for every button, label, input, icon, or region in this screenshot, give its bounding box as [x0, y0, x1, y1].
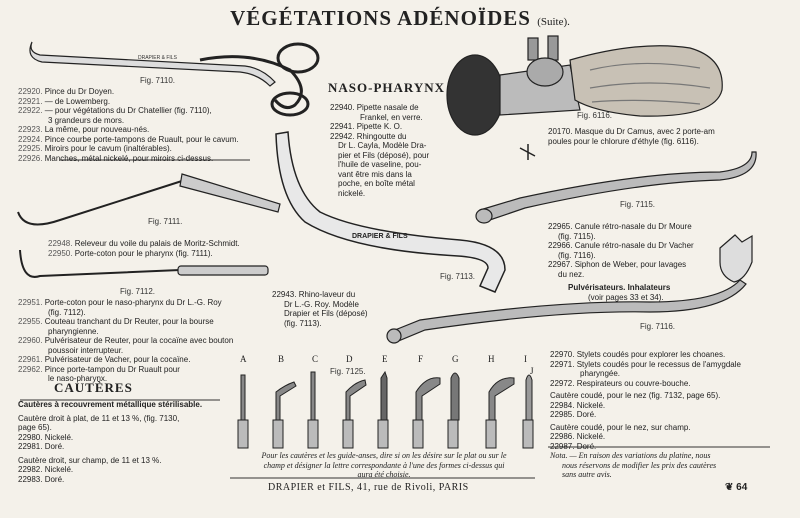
list-item: 22924. Pince courbe porte-tampons de Ruault, pour le cavum. — [18, 134, 239, 144]
list-item: 22943. Rhino-laveur du — [272, 290, 356, 299]
left-list — [18, 87, 239, 163]
list-item: (voir pages 33 et 34). — [588, 292, 664, 302]
nota — [550, 451, 765, 480]
list-item: Dr L. Cayla, Modèle Dra- — [338, 141, 427, 150]
fig-label: Fig. 7112. — [120, 287, 155, 296]
list-item: 22970. Stylets coudés pour explorer les choanes. — [550, 350, 726, 359]
list-item: 22980. Nickelé. — [18, 432, 74, 442]
ornament-icon: ❦ — [725, 482, 737, 493]
list-item: 22955. Couteau tranchant du Dr Reuter, pour la bourse — [18, 317, 214, 326]
list-item: 22950. Porte-coton pour le pharynx (fig. 7111). — [48, 248, 213, 258]
list-item: 22972. Respirateurs ou couvre-bouche. — [550, 378, 691, 388]
list-item: pier et Fils (déposé), pour — [338, 150, 430, 160]
naso-list — [330, 103, 429, 198]
list-item: 22965. Canule rétro-nasale du Dr Moure — [548, 222, 692, 231]
caption-line: aura été choisie. — [357, 470, 411, 479]
letter-label: F — [418, 354, 424, 364]
list-item: 22987. Doré. — [550, 441, 597, 451]
letter-label: D — [346, 354, 353, 364]
letter-label: G — [452, 354, 459, 364]
list-item: 22981. Doré. — [18, 442, 65, 451]
note-line: Nota. — En raison des variations du platine, nous — [550, 451, 711, 460]
fig-label: Fig. 7110. — [140, 76, 175, 85]
list-item: le naso-pharynx. — [48, 374, 108, 383]
fig-label: Fig. 7111. — [148, 217, 183, 226]
list-item: pharyngée. — [580, 369, 621, 378]
list-item: 22967. Siphon de Weber, pour lavages — [548, 260, 687, 269]
list-item: 22986. Nickelé. — [550, 432, 606, 441]
list-item: Cautère droit à plat, de 11 et 13 %, (fig. 7130, — [18, 413, 180, 423]
masque-text — [548, 127, 715, 146]
low-list — [18, 298, 233, 384]
tube-label: DRAPIER & FILS — [352, 233, 408, 240]
letter-label: H — [488, 354, 495, 364]
fig-label: Fig. 7125. — [330, 367, 366, 376]
section-heading: NASO-PHARYNX — [328, 80, 445, 95]
list-item: nickelé. — [338, 188, 366, 198]
list-item: 22920. Pince du Dr Doyen. — [18, 87, 115, 96]
letter-label: A — [240, 354, 247, 364]
list-item: 22982. Nickelé. — [18, 465, 74, 474]
letter-label: J — [530, 366, 534, 376]
rhino-list — [272, 290, 368, 328]
letter-label: B — [278, 354, 285, 364]
list-item: Cautère coudé, pour le nez, sur champ. — [550, 422, 691, 432]
cautere-tips-illustration — [238, 372, 533, 448]
list-item: (fig. 7116). — [558, 250, 596, 260]
list-item: Pulvérisateurs. Inhalateurs — [568, 283, 671, 292]
list-item: 22966. Canule rétro-nasale du Dr Vacher — [548, 241, 694, 250]
list-item: Drapier et Fils (déposé) — [284, 309, 368, 318]
list-item: 22984. Nickelé. — [550, 400, 606, 410]
list-item: 3 grandeurs de mors. — [48, 115, 125, 125]
list-item: 22926. Manches, métal nickelé, pour miroirs ci-dessus. — [18, 153, 214, 163]
list-item: 22925. Miroirs pour le cavum (inaltérables). — [18, 144, 172, 153]
stylets-list — [550, 350, 741, 451]
page-title: VÉGÉTATIONS ADÉNOÏDES (Suite). — [230, 6, 570, 30]
list-item: poussoir interrupteur. — [48, 345, 124, 355]
list-item: 22962. Pince porte-tampon du Dr Ruault pour — [18, 364, 180, 374]
list-item: 22985. Doré. — [550, 410, 597, 419]
letter-label: I — [524, 354, 527, 364]
list-item: pharyngienne. — [48, 326, 99, 336]
list-item: (fig. 7113). — [284, 318, 322, 328]
list-item: poules pour le chlorure d'éthyle (fig. 6116). — [548, 136, 699, 146]
list-item: Cautère coudé, pour le nez (fig. 7132, page 65). — [550, 391, 721, 400]
letter-label: C — [312, 354, 319, 364]
list-item: (fig. 7115). — [558, 231, 596, 241]
note-line: sans autre avis. — [562, 470, 612, 479]
list-item: 20170. Masque du Dr Camus, avec 2 porte-am — [548, 127, 715, 136]
fig-label: Fig. 7113. — [440, 272, 475, 281]
list-item: 22951. Porte-coton pour le naso-pharynx du Dr L.-G. Roy — [18, 298, 222, 307]
list-item: 22921. — de Lowemberg. — [18, 96, 111, 106]
fig-label: Fig. 7115. — [620, 200, 655, 209]
list-item: 22971. Stylets coudés pour le recessus de l'amygdale — [550, 359, 741, 369]
list-item: Cautères à recouvrement métallique stérilisable. — [18, 400, 203, 409]
list-item: 22940. Pipette nasale de — [330, 103, 419, 112]
list-item: Dr L.-G. Roy. Modèle — [284, 299, 359, 309]
mid-list — [48, 239, 240, 258]
list-item: 22983. Doré. — [18, 474, 65, 484]
letter-label: E — [382, 354, 388, 364]
cauteres-list — [18, 400, 202, 484]
fig-label: Fig. 6116. — [577, 111, 612, 120]
caption-line: Pour les cautères et les guide-anses, dire si on les désire sur le plat ou sur le — [261, 451, 507, 460]
caption-line: champ et désigner la lettre correspondante à l'une des formes ci-dessus qui — [263, 460, 505, 470]
fig-label: Fig. 7116. — [640, 322, 675, 331]
list-item: Frankel, en verre. — [360, 112, 423, 122]
list-item: 22961. Pulvérisateur de Vacher, pour la cocaïne. — [18, 355, 191, 364]
list-item: 22942. Rhingoutte du — [330, 131, 407, 141]
canule-moure-illustration — [476, 152, 756, 223]
section-heading: CAUTÈRES — [54, 380, 133, 395]
cautere-caption — [228, 451, 540, 480]
list-item: 22923. La même, pour nouveau-nés. — [18, 125, 150, 134]
tube-label: DRAPIER & FILS — [138, 55, 177, 61]
list-item: poche, en boîte métal — [338, 179, 415, 188]
list-item: page 65). — [18, 423, 52, 432]
list-item: vant être mis dans la — [338, 169, 412, 179]
list-item: du nez. — [558, 269, 585, 279]
list-item: (fig. 7112). — [48, 307, 86, 317]
canule-list — [548, 222, 694, 302]
list-item: 22922. — pour végétations du Dr Chatellier (fig. 7110), — [18, 106, 212, 115]
list-item: 22960. Pulvérisateur de Reuter, pour la cocaïne avec bouton — [18, 336, 234, 345]
list-item: 22941. Pipette K. O. — [330, 122, 403, 131]
footer-address: DRAPIER et FILS, 41, rue de Rivoli, PARIS — [268, 482, 469, 493]
list-item: 22948. Releveur du voile du palais de Moritz-Schmidt. — [48, 239, 240, 248]
page-number: ❦ 64 — [725, 482, 748, 493]
list-item: l'huile de vaseline, pou- — [338, 160, 422, 169]
list-item: Cautère droit, sur champ, de 11 et 13 %. — [18, 455, 162, 465]
note-line: nous réservons de modifier les prix des cautères — [562, 460, 717, 470]
